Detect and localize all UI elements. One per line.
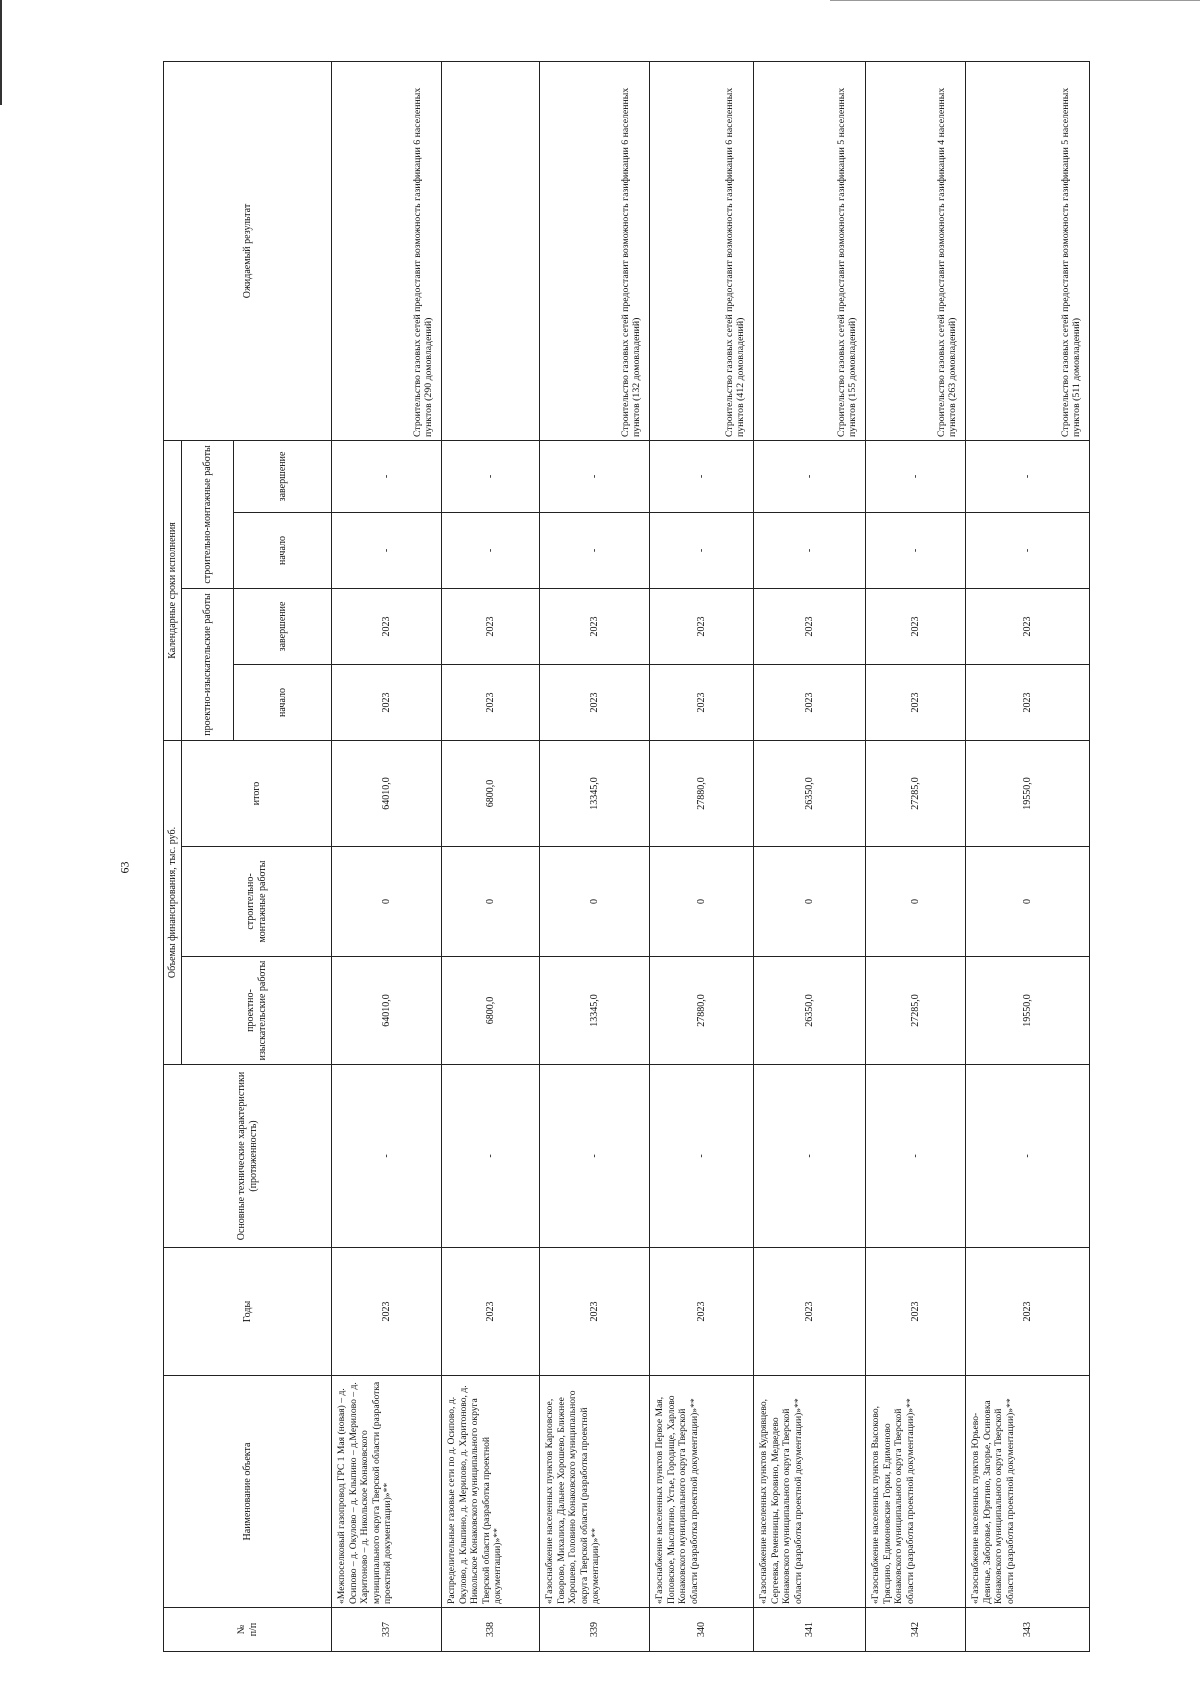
row-year: 2023 [966, 1248, 1090, 1376]
table-row [540, 61, 650, 1651]
row-object-name: Распределительные газовые сети по д. Осипово, д. Окулово, д. Клыпино, д. Мерилово, д. Харитоново, д. Никольское Конаковского муниципального округа Тверской области (разработка проектной документации)»** [442, 1376, 540, 1608]
row-smr-end: - [966, 440, 1090, 512]
row-funding-smr: 0 [754, 847, 866, 957]
row-object-name: «Газоснабжение населенных пунктов Кудрявцево, Сергеевка, Ременницы, Коровино, Медведево Конаковского муниципального округа Тверской области (разработка проектной документации)»** [754, 1376, 866, 1608]
row-tech: - [866, 1065, 966, 1248]
scan-edge-mark [0, 0, 2, 105]
row-funding-smr: 0 [442, 847, 540, 957]
row-funding-total: 27880,0 [650, 740, 754, 846]
row-pir-end: 2023 [540, 588, 650, 664]
row-smr-start: - [442, 512, 540, 588]
header-result: Ожидаемый результат [164, 61, 332, 440]
row-object-name: «Газоснабжение населенных пунктов Высоково, Трясцино, Едимоновские Горки, Едимоново Конаковского муниципального округа Тверской области (разработка проектной документации)»** [866, 1376, 966, 1608]
row-result [442, 61, 540, 440]
row-funding-total: 26350,0 [754, 740, 866, 846]
row-result: Строительство газовых сетей предоставит возможность газификации 6 населенных пунктов (132 домовладений) [540, 61, 650, 440]
gas-objects-table [163, 61, 1090, 1652]
row-funding-pir: 13345,0 [540, 957, 650, 1065]
row-funding-smr: 0 [866, 847, 966, 957]
table-row [332, 61, 442, 1651]
header-years: Годы [164, 1248, 332, 1376]
row-tech: - [332, 1065, 442, 1248]
header-schedule-pir: проектно-изыскательские работы [182, 588, 234, 740]
row-pir-start: 2023 [650, 664, 754, 740]
row-funding-pir: 27285,0 [866, 957, 966, 1065]
row-funding-total: 6800,0 [442, 740, 540, 846]
header-smr-end: завершение [234, 440, 332, 512]
header-funding-total: итого [182, 740, 332, 846]
row-tech: - [540, 1065, 650, 1248]
row-tech: - [650, 1065, 754, 1248]
table-row [754, 61, 866, 1651]
header-tech: Основные технические характеристики (протяженность) [164, 1065, 332, 1248]
rotated-table-wrapper [163, 62, 1090, 1652]
row-object-name: «Газоснабжение населенных пунктов Карповское, Говорово, Михалиха, Дальнее Хорошево, Ближнее Хорошево, Головино Конаковского муниципального округа Тверской области (разработка проектной документации)»** [540, 1376, 650, 1608]
row-smr-start: - [540, 512, 650, 588]
row-result: Строительство газовых сетей предоставит возможность газификации 6 населенных пунктов (290 домовладений) [332, 61, 442, 440]
row-tech: - [966, 1065, 1090, 1248]
row-pir-start: 2023 [754, 664, 866, 740]
row-funding-pir: 64010,0 [332, 957, 442, 1065]
table-row [650, 61, 754, 1651]
header-schedule-smr: строительно-монтажные работы [182, 440, 234, 588]
row-funding-smr: 0 [332, 847, 442, 957]
row-result: Строительство газовых сетей предоставит возможность газификации 4 населенных пунктов (263 домовладений) [866, 61, 966, 440]
scan-edge-mark [830, 0, 1200, 1]
row-funding-smr: 0 [540, 847, 650, 957]
header-funding-pir: проектно-изыскательские работы [182, 957, 332, 1065]
row-year: 2023 [866, 1248, 966, 1376]
header-name: Наименование объекта [164, 1376, 332, 1608]
table-row [442, 61, 540, 1651]
row-pir-end: 2023 [866, 588, 966, 664]
row-object-name: «Газоснабжение населенных пунктов Юрьево-Девичье, Заборовье, Юрятино, Загорье, Осиновка Конаковского муниципального округа Тверской области (разработка проектной документации)»** [966, 1376, 1090, 1608]
row-smr-end: - [866, 440, 966, 512]
row-smr-start: - [866, 512, 966, 588]
row-num: 338 [442, 1608, 540, 1652]
row-smr-start: - [332, 512, 442, 588]
row-smr-end: - [442, 440, 540, 512]
document-sheet [163, 62, 1090, 1652]
row-num: 343 [966, 1608, 1090, 1652]
row-funding-smr: 0 [650, 847, 754, 957]
row-funding-total: 27285,0 [866, 740, 966, 846]
row-num: 339 [540, 1608, 650, 1652]
row-pir-start: 2023 [332, 664, 442, 740]
row-funding-pir: 26350,0 [754, 957, 866, 1065]
table-row [966, 61, 1090, 1651]
row-funding-pir: 19550,0 [966, 957, 1090, 1065]
row-num: 340 [650, 1608, 754, 1652]
header-schedule: Календарные сроки исполнения [164, 440, 182, 740]
row-pir-start: 2023 [866, 664, 966, 740]
row-object-name: «Газоснабжение населенных пунктов Первое Мая, Поповское, Мыслятино, Устье, Городище, Харлово Конаковского муниципального округа Тверской области (разработка проектной документации)»** [650, 1376, 754, 1608]
header-funding: Объемы финансирования, тыс. руб. [164, 740, 182, 1064]
header-smr-start: начало [234, 512, 332, 588]
row-result: Строительство газовых сетей предоставит возможность газификации 6 населенных пунктов (412 домовладений) [650, 61, 754, 440]
row-pir-start: 2023 [966, 664, 1090, 740]
row-year: 2023 [650, 1248, 754, 1376]
row-num: 342 [866, 1608, 966, 1652]
row-result: Строительство газовых сетей предоставит возможность газификации 5 населенных пунктов (155 домовладений) [754, 61, 866, 440]
row-pir-end: 2023 [754, 588, 866, 664]
row-tech: - [442, 1065, 540, 1248]
row-year: 2023 [754, 1248, 866, 1376]
row-year: 2023 [540, 1248, 650, 1376]
row-pir-end: 2023 [332, 588, 442, 664]
header-pir-start: начало [234, 664, 332, 740]
row-year: 2023 [442, 1248, 540, 1376]
row-smr-end: - [540, 440, 650, 512]
row-smr-end: - [332, 440, 442, 512]
header-funding-smr: строительно-монтажные работы [182, 847, 332, 957]
row-funding-total: 13345,0 [540, 740, 650, 846]
row-pir-start: 2023 [540, 664, 650, 740]
row-year: 2023 [332, 1248, 442, 1376]
row-funding-pir: 6800,0 [442, 957, 540, 1065]
row-smr-start: - [754, 512, 866, 588]
row-smr-end: - [754, 440, 866, 512]
row-smr-start: - [966, 512, 1090, 588]
row-num: 341 [754, 1608, 866, 1652]
row-result: Строительство газовых сетей предоставит возможность газификации 5 населенных пунктов (511 домовладений) [966, 61, 1090, 440]
row-pir-end: 2023 [966, 588, 1090, 664]
page-number: 63 [117, 861, 132, 874]
row-funding-total: 64010,0 [332, 740, 442, 846]
row-smr-start: - [650, 512, 754, 588]
row-funding-total: 19550,0 [966, 740, 1090, 846]
row-num: 337 [332, 1608, 442, 1652]
row-pir-start: 2023 [442, 664, 540, 740]
header-num: № п/п [164, 1608, 332, 1652]
row-pir-end: 2023 [442, 588, 540, 664]
row-funding-smr: 0 [966, 847, 1090, 957]
row-pir-end: 2023 [650, 588, 754, 664]
row-tech: - [754, 1065, 866, 1248]
row-smr-end: - [650, 440, 754, 512]
table-row [866, 61, 966, 1651]
row-object-name: «Межпоселковый газопровод ГРС 1 Мая (новая) – д. Осипово – д. Окулово – д. Клыпино – д.Мерилово – д. Харитоново – д. Никольское Конаковского муниципального округа Тверской области (разработка проектной документации)»** [332, 1376, 442, 1608]
row-funding-pir: 27880,0 [650, 957, 754, 1065]
header-pir-end: завершение [234, 588, 332, 664]
